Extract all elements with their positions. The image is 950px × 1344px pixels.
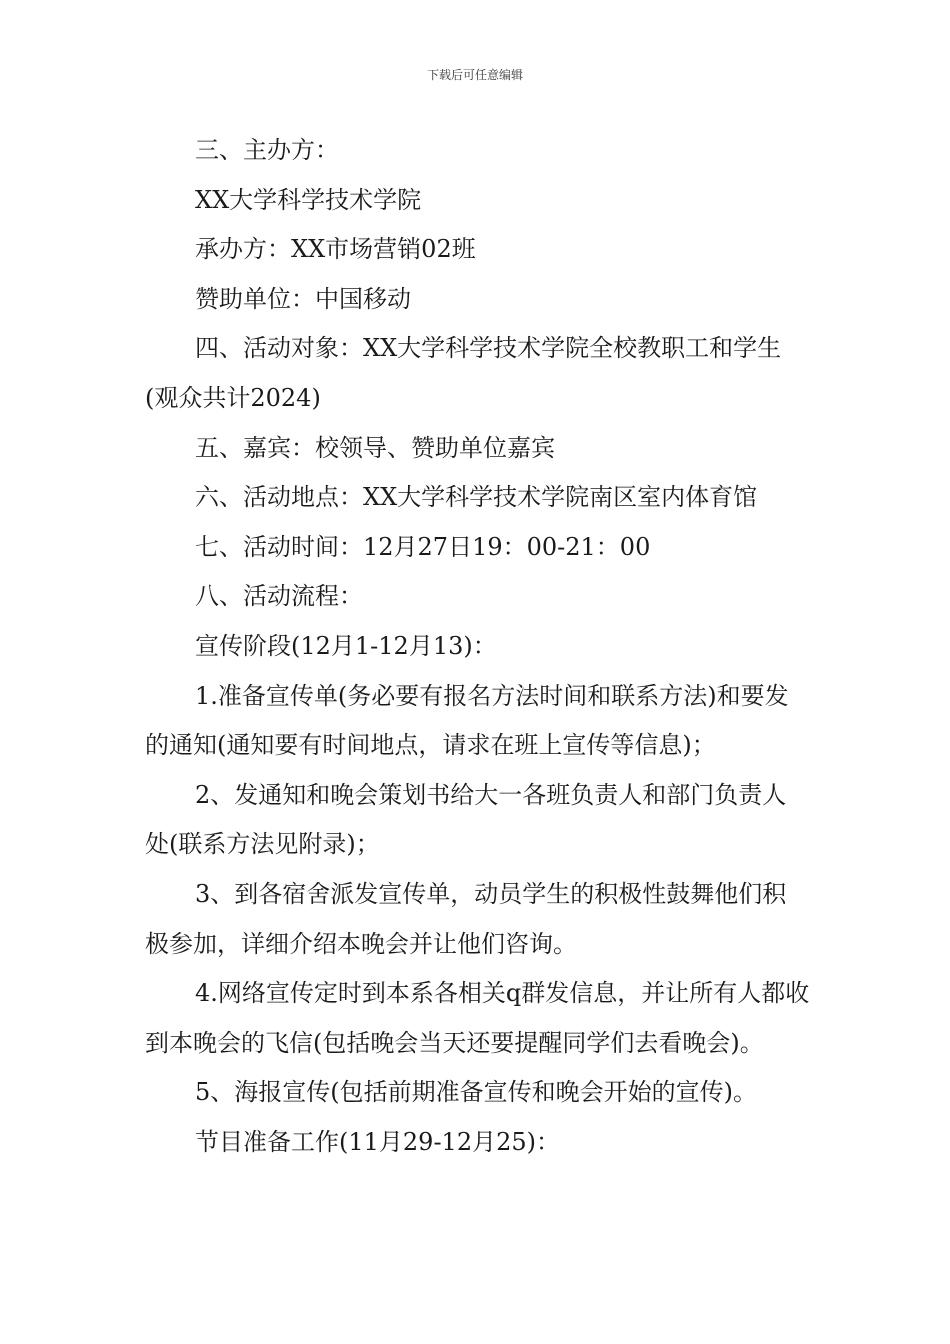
promotion-step-3: 3、到各宿舍派发宣传单，动员学生的积极性鼓舞他们积极参加，详细介绍本晚会并让他们咨询。 <box>145 879 787 958</box>
promotion-step-2: 2、发通知和晚会策划书给大一各班负责人和部门负责人处(联系方法见附录)； <box>145 780 787 859</box>
co-organizer: 承办方：XX市场营销02班 <box>195 235 476 264</box>
program-prep-heading: 节目准备工作(11月29-12月25)： <box>195 1127 560 1156</box>
sponsor: 赞助单位：中国移动 <box>195 284 411 313</box>
promotion-step-4: 4.网络宣传定时到本系各相关q群发信息，并让所有人都收到本晚会的飞信(包括晚会当天还要提醒同学们去看晚会)。 <box>145 979 810 1057</box>
promotion-phase-heading: 宣传阶段(12月1-12月13)： <box>195 631 497 660</box>
section-organizer-heading: 三、主办方： <box>195 136 339 164</box>
section-venue: 六、活动地点：XX大学科学技术学院南区室内体育馆 <box>195 483 758 512</box>
organizer-name: XX大学科学技术学院 <box>195 185 422 214</box>
header-note: 下载后可任意编辑 <box>426 68 523 82</box>
section-process-heading: 八、活动流程： <box>195 582 363 611</box>
section-time: 七、活动时间：12月27日19：00-21：00 <box>195 532 651 561</box>
document-body <box>145 126 810 1167</box>
promotion-step-5: 5、海报宣传(包括前期准备宣传和晚会开始的宣传)。 <box>195 1078 757 1107</box>
section-guests: 五、嘉宾：校领导、赞助单位嘉宾 <box>195 433 555 462</box>
promotion-step-1: 1.准备宣传单(务必要有报名方法时间和联系方法)和要发的通知(通知要有时间地点，请求在班上宣传等信息)； <box>145 681 789 760</box>
section-audience: 四、活动对象：XX大学科学技术学院全校教职工和学生(观众共计2024) <box>145 334 782 412</box>
